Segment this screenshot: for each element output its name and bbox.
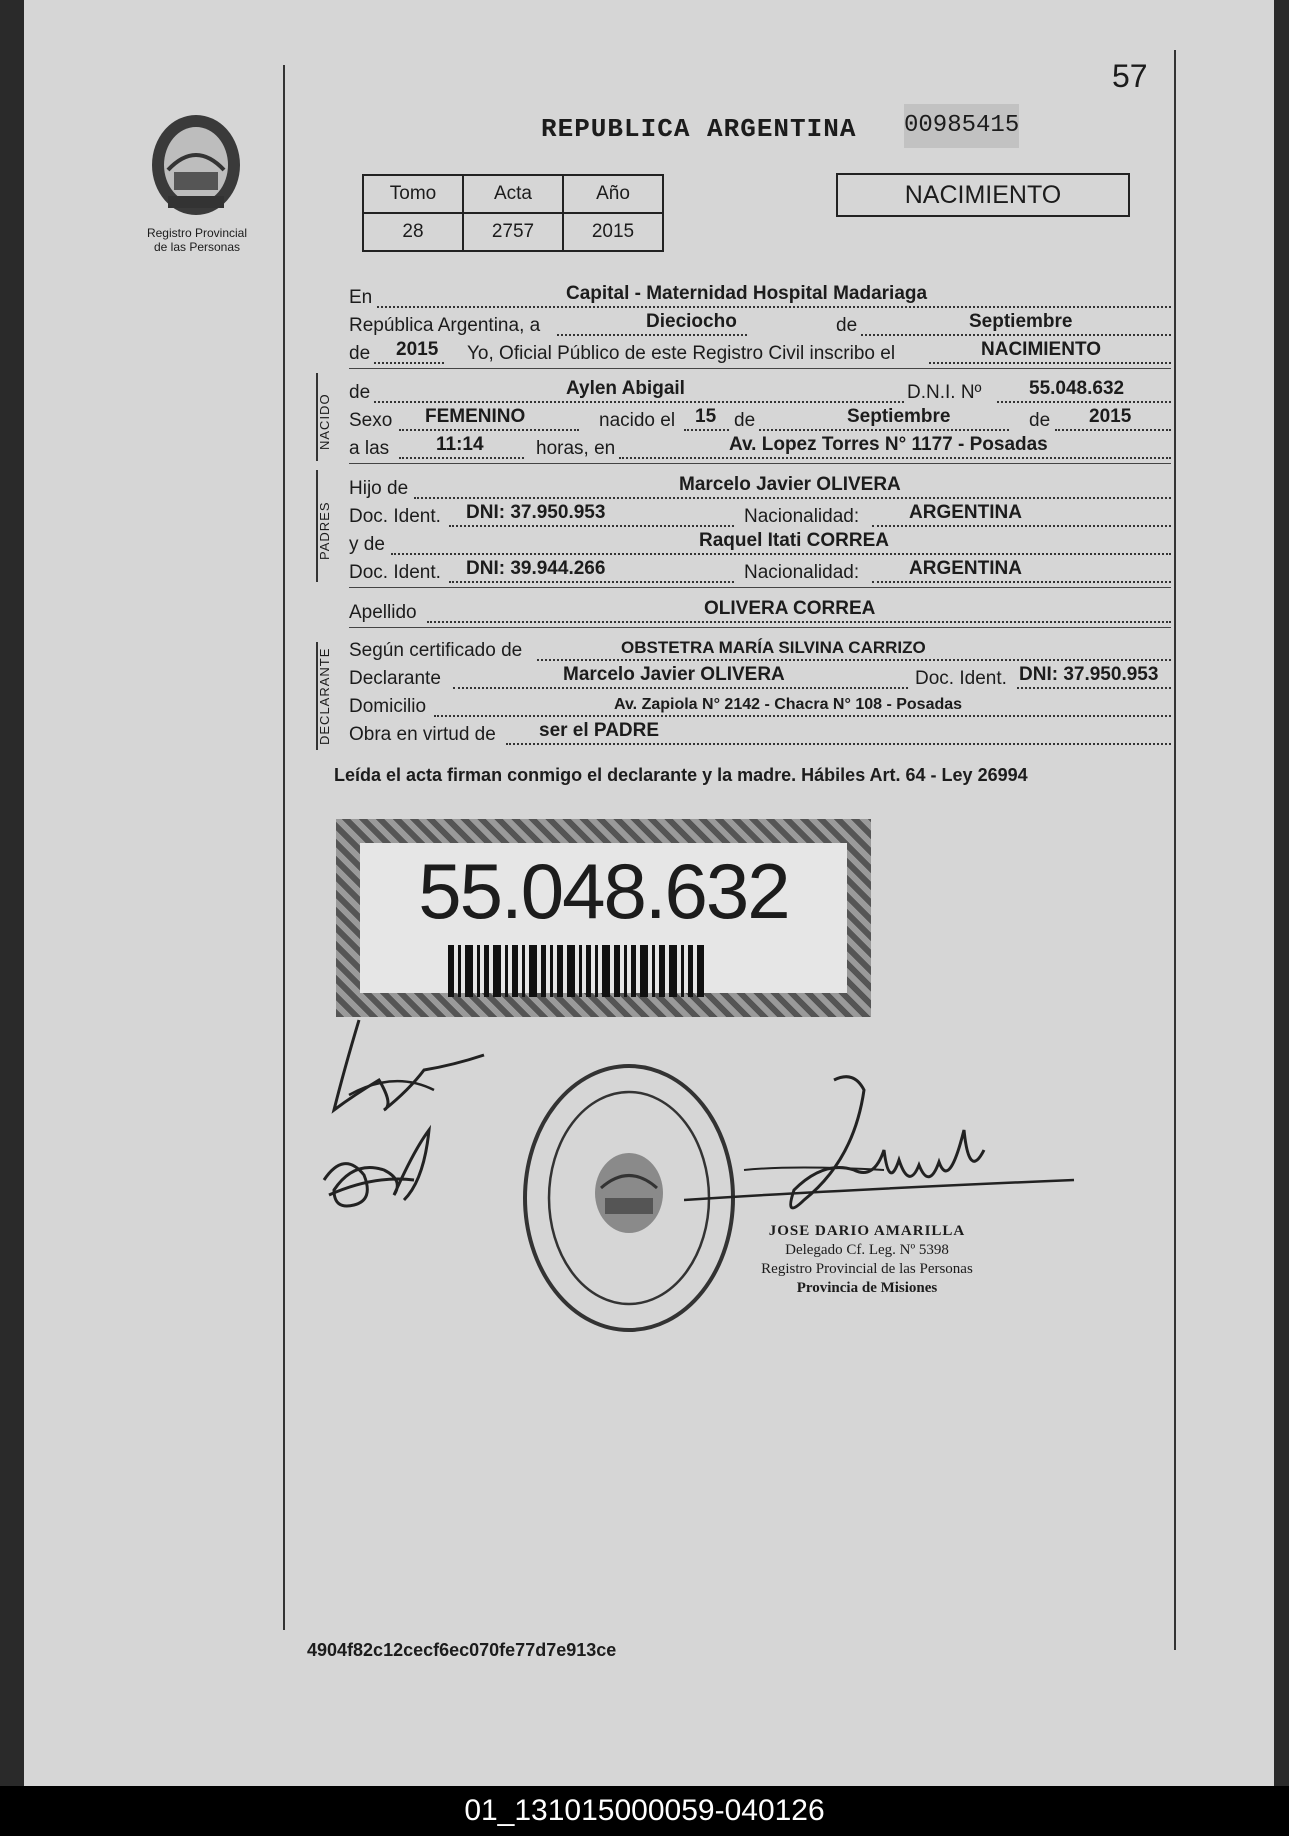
dots	[997, 401, 1171, 403]
sexo-label: Sexo	[349, 410, 393, 431]
yo-text: Yo, Oficial Público de este Registro Civil inscribo el	[467, 343, 896, 364]
id-barcode-label	[336, 819, 871, 1017]
row-name	[349, 380, 1171, 406]
de2-label: de	[349, 343, 371, 364]
file-caption: 01_131015000059-040126	[0, 1786, 1289, 1836]
left-margin-line	[283, 65, 285, 1630]
official-office: Registro Provincial de las Personas	[761, 1261, 973, 1277]
de-label: de	[836, 315, 858, 336]
decl-label: Declarante	[349, 668, 441, 689]
hijo-label: Hijo de	[349, 478, 409, 499]
dots	[861, 334, 1171, 336]
nacido-label: NACIDO	[317, 393, 332, 450]
birth-month: Septiembre	[847, 406, 951, 427]
certificate-issuer: OBSTETRA MARÍA SILVINA CARRIZO	[621, 638, 926, 657]
mother-name: Raquel Itati CORREA	[699, 530, 890, 551]
row-father	[349, 476, 1171, 502]
dots	[619, 457, 1171, 459]
dots	[759, 429, 1009, 431]
tomo-value: 28	[363, 213, 463, 251]
horas-label: horas, en	[536, 438, 616, 459]
dots	[684, 429, 729, 431]
doc-label: Doc. Ident.	[349, 506, 441, 527]
doc-label: Doc. Ident.	[915, 668, 1007, 689]
row-place	[349, 285, 1171, 311]
nacido-el-label: nacido el	[599, 410, 676, 431]
child-dni: 55.048.632	[1029, 378, 1125, 399]
closing-text: Leída el acta firman conmigo el declarante y la madre. Hábiles Art. 64 - Ley 26994	[334, 765, 1028, 785]
barcode-number: 55.048.632	[418, 847, 789, 935]
dots	[427, 621, 1171, 623]
birth-address: Av. Lopez Torres N° 1177 - Posadas	[729, 434, 1048, 455]
birth-place: Capital - Maternidad Hospital Madariaga	[566, 283, 928, 304]
row-reason	[349, 722, 1171, 748]
cert-label: Según certificado de	[349, 640, 523, 661]
dots	[374, 362, 444, 364]
signature-mother-icon	[314, 1120, 444, 1220]
dom-label: Domicilio	[349, 696, 427, 717]
section-rule	[349, 627, 1171, 628]
dots	[1055, 429, 1171, 431]
anio-value: 2015	[563, 213, 663, 251]
dots	[537, 659, 1171, 661]
birth-time: 11:14	[436, 434, 484, 455]
doc-label: Doc. Ident.	[349, 562, 441, 583]
register-year: 2015	[396, 339, 439, 360]
row-time	[349, 436, 1171, 462]
row-declarant	[349, 666, 1171, 692]
row-sex	[349, 408, 1171, 434]
nac-label: Nacionalidad:	[744, 506, 860, 527]
declarante-label: DECLARANTE	[317, 647, 332, 745]
dots	[434, 715, 1171, 717]
dots	[374, 401, 904, 403]
row-mother	[349, 532, 1171, 558]
barcode-icon	[448, 945, 768, 997]
official-title: Delegado Cf. Leg. Nº 5398	[785, 1242, 949, 1258]
apellido-label: Apellido	[349, 602, 417, 623]
dots	[377, 306, 1171, 308]
declarant-doc: DNI: 37.950.953	[1019, 664, 1159, 685]
signature-declarant-icon	[324, 1010, 494, 1120]
republica-label: República Argentina, a	[349, 315, 541, 336]
row-surname	[349, 600, 1171, 626]
dots	[391, 553, 1171, 555]
row-address	[349, 694, 1171, 720]
dots	[506, 743, 1171, 745]
child-name: Aylen Abigail	[566, 378, 685, 399]
de-label: de	[1029, 410, 1051, 431]
nac-label: Nacionalidad:	[744, 562, 860, 583]
section-rule	[349, 368, 1171, 369]
dots	[453, 687, 908, 689]
official-name: JOSE DARIO AMARILLA	[768, 1223, 966, 1239]
dots	[449, 525, 734, 527]
yde-label: y de	[349, 534, 385, 555]
mother-doc: DNI: 39.944.266	[466, 558, 606, 579]
obra-label: Obra en virtud de	[349, 724, 496, 745]
dots	[557, 334, 747, 336]
acta-value: 2757	[463, 213, 563, 251]
record-table	[362, 174, 664, 252]
alas-label: a las	[349, 438, 390, 459]
country-title: REPUBLICA ARGENTINA	[541, 114, 857, 144]
section-rule	[349, 463, 1171, 464]
anio-header: Año	[563, 175, 663, 213]
dots	[449, 581, 734, 583]
acta-header: Acta	[463, 175, 563, 213]
father-doc: DNI: 37.950.953	[466, 502, 606, 523]
document-page	[24, 0, 1274, 1786]
event-type: NACIMIENTO	[981, 339, 1101, 360]
row-mother-doc	[349, 560, 1171, 586]
declarant-address: Av. Zapiola N° 2142 - Chacra N° 108 - Posadas	[614, 696, 963, 713]
dots	[872, 525, 1171, 527]
province-logo	[146, 110, 246, 220]
father-name: Marcelo Javier OLIVERA	[679, 474, 901, 495]
surname-value: OLIVERA CORREA	[704, 598, 876, 619]
dots	[399, 457, 524, 459]
de-label: de	[349, 382, 371, 403]
padres-label: PADRES	[317, 501, 332, 560]
dots	[872, 581, 1171, 583]
logo-caption	[134, 226, 260, 254]
de-label: de	[734, 410, 756, 431]
province-seal-icon	[146, 110, 246, 220]
official-province: Provincia de Misiones	[796, 1280, 938, 1296]
document-hash: 4904f82c12cecf6ec070fe77d7e913ce	[307, 1640, 617, 1660]
dots	[399, 429, 579, 431]
official-block	[742, 1222, 992, 1298]
row-certificate	[349, 638, 1171, 664]
birth-year: 2015	[1089, 406, 1132, 427]
dots	[929, 362, 1171, 364]
mother-nationality: ARGENTINA	[909, 558, 1022, 579]
record-type-box: NACIMIENTO	[836, 173, 1130, 217]
declarant-reason: ser el PADRE	[539, 720, 660, 741]
row-date	[349, 313, 1171, 339]
en-label: En	[349, 287, 373, 308]
dots	[414, 497, 1171, 499]
section-rule	[349, 587, 1171, 588]
row-year	[349, 341, 1171, 367]
birth-day: 15	[695, 406, 717, 427]
father-nationality: ARGENTINA	[909, 502, 1022, 523]
dni-label: D.N.I. Nº	[907, 382, 982, 403]
logo-caption-line1: Registro Provincial	[146, 226, 248, 240]
register-month: Septiembre	[969, 311, 1073, 332]
page-number: 57	[1112, 58, 1148, 94]
logo-caption-line2: de las Personas	[153, 240, 241, 254]
register-day: Dieciocho	[646, 311, 737, 332]
declarant-name: Marcelo Javier OLIVERA	[563, 664, 785, 685]
right-margin-line	[1174, 50, 1176, 1650]
child-sex: FEMENINO	[425, 406, 526, 427]
dots	[1017, 687, 1171, 689]
serial-number: 00985415	[904, 104, 1019, 148]
barcode-panel	[360, 843, 847, 993]
row-father-doc	[349, 504, 1171, 530]
tomo-header: Tomo	[363, 175, 463, 213]
